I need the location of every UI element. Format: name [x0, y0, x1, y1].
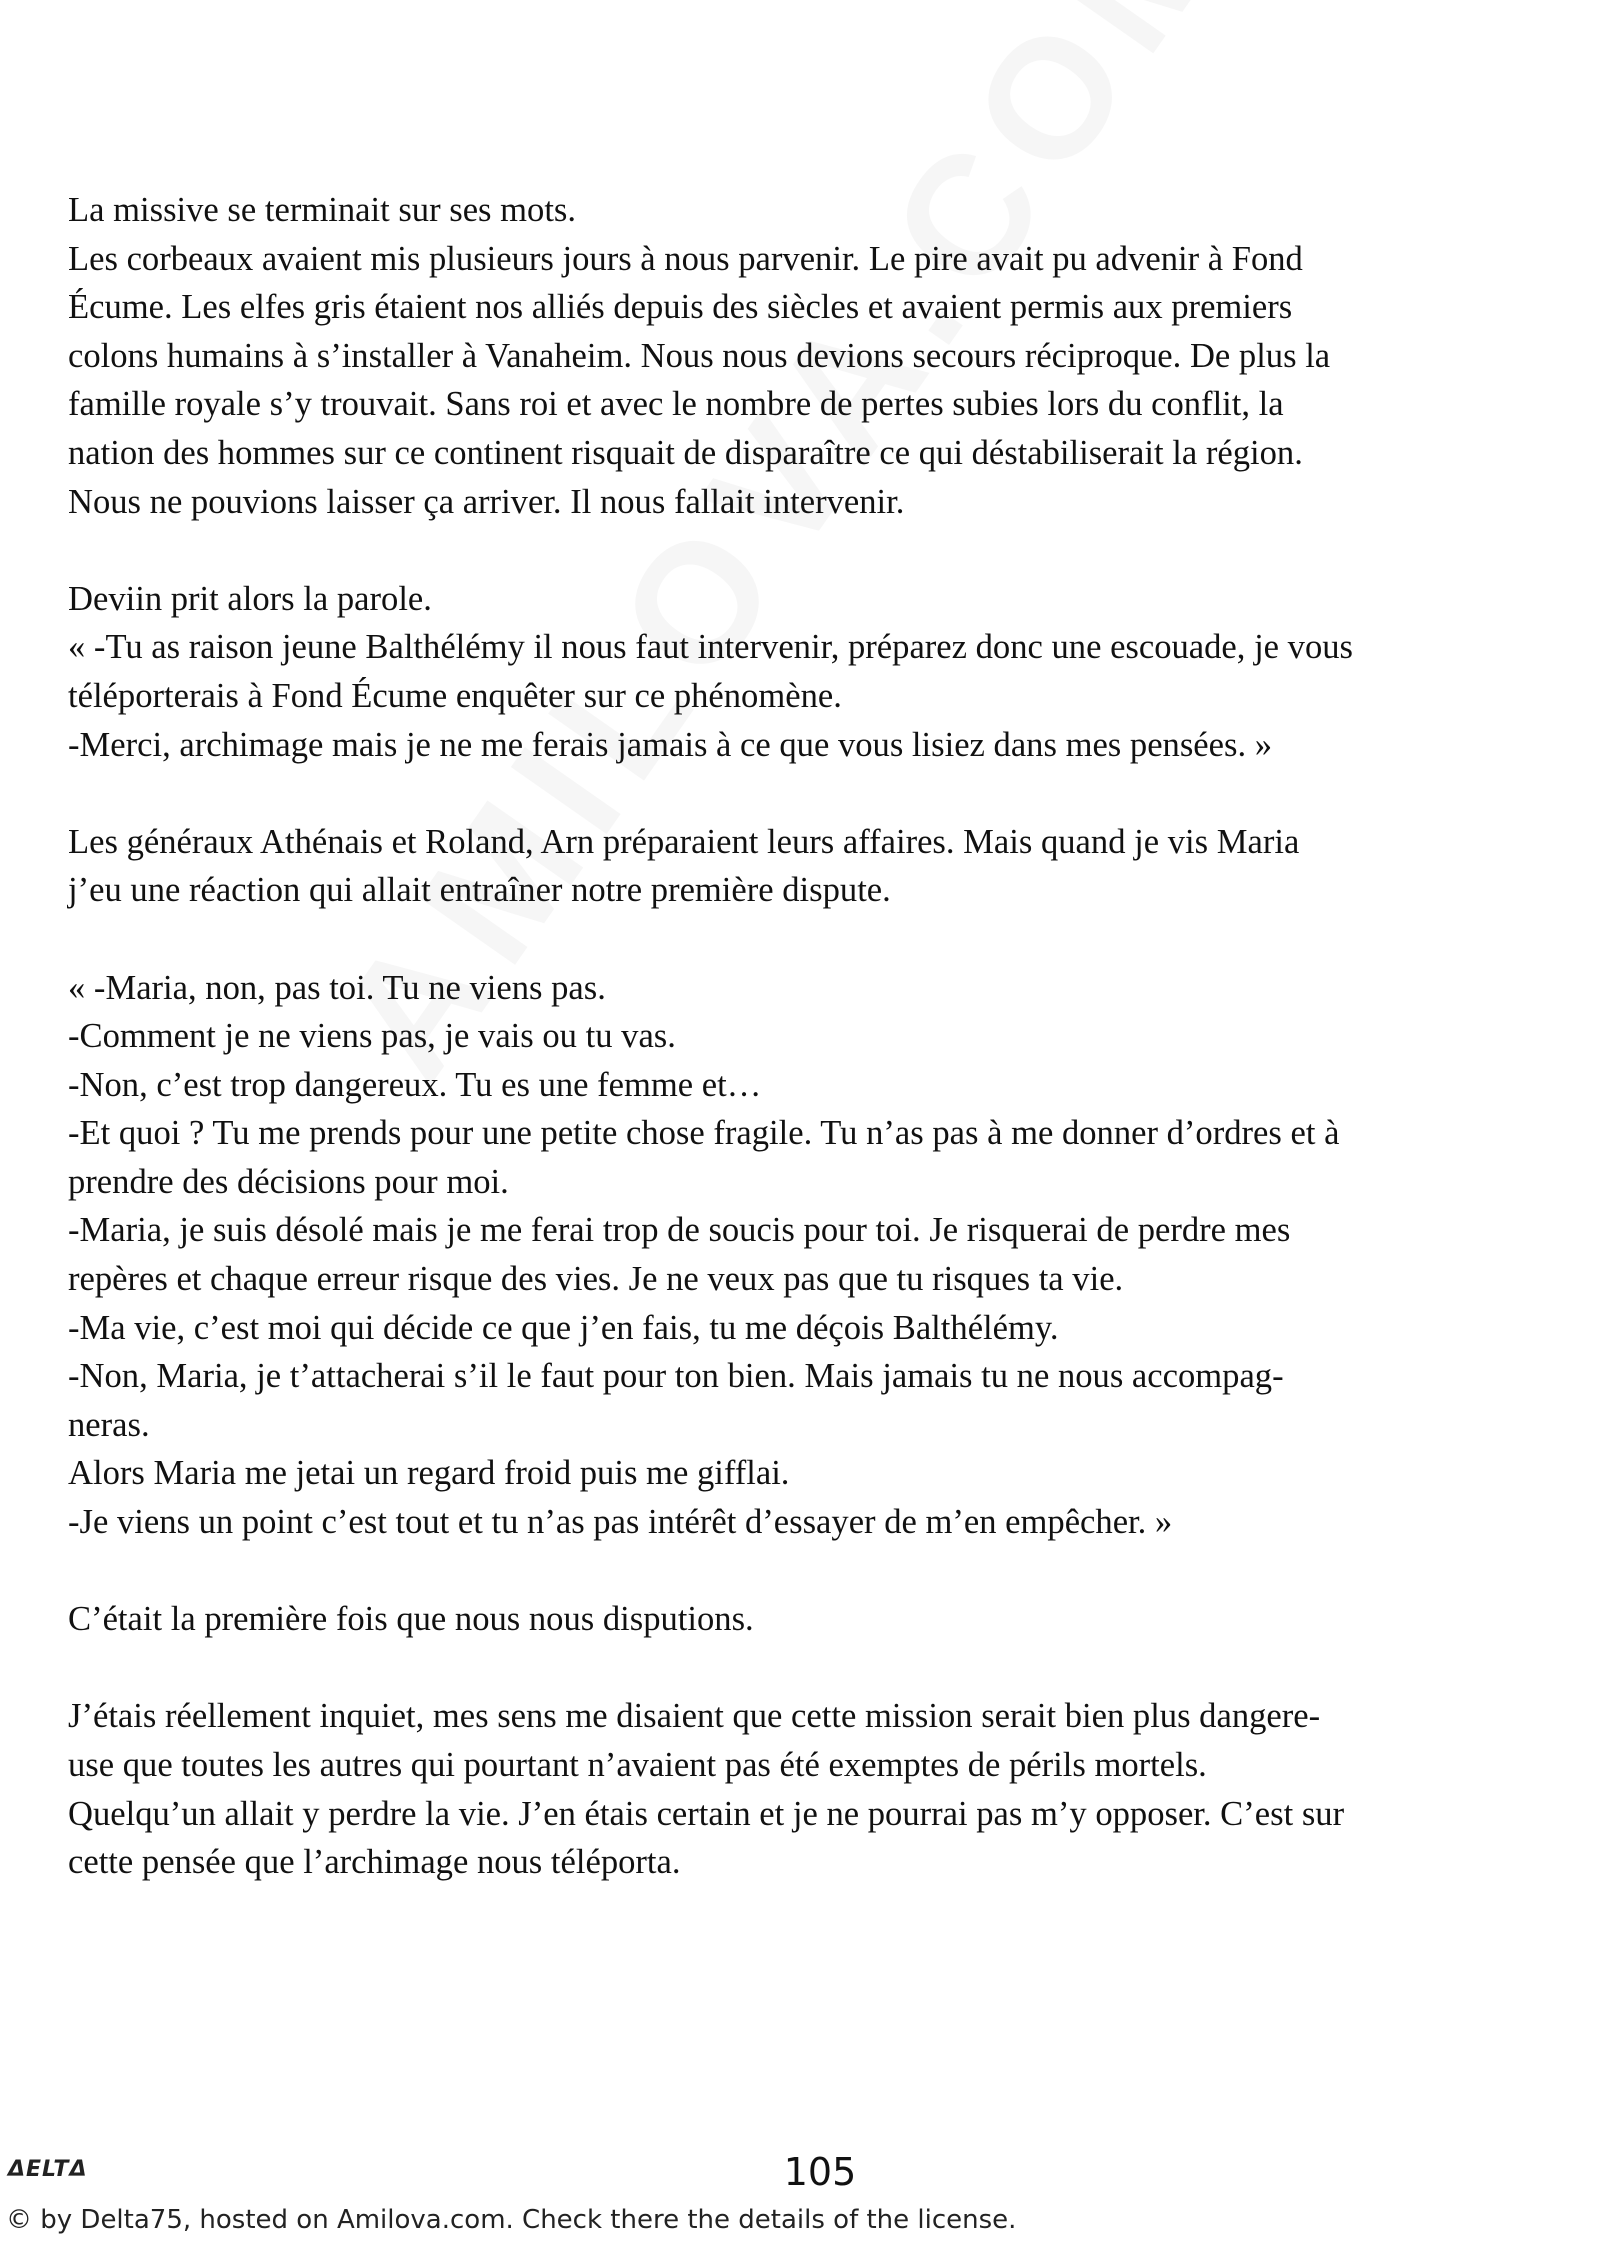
text-line: Quelqu’un allait y perdre la vie. J’en étais certain et je ne pourrai pas m’y opposer. C’est sur [68, 1794, 1345, 1833]
text-line: colons humains à s’installer à Vanaheim. Nous nous devions secours réciproque. De plus la [68, 336, 1331, 375]
text-line: -Maria, je suis désolé mais je me ferai trop de soucis pour toi. Je risquerai de perdre mes [68, 1211, 1291, 1250]
text-line: nation des hommes sur ce continent risquait de disparaître ce qui déstabiliserait la région. [68, 433, 1303, 472]
text-line: « -Maria, non, pas toi. Tu ne viens pas. [68, 968, 606, 1007]
text-line: -Comment je ne viens pas, je vais ou tu vas. [68, 1017, 676, 1056]
text-line: j’eu une réaction qui allait entraîner notre première dispute. [68, 871, 891, 910]
text-line: Deviin prit alors la parole. [68, 579, 432, 618]
paragraph [68, 575, 1588, 769]
text-line: C’était la première fois que nous nous disputions. [68, 1600, 754, 1639]
text-line: prendre des décisions pour moi. [68, 1162, 509, 1201]
text-line: Écume. Les elfes gris étaient nos alliés depuis des siècles et avaient permis aux premiers [68, 288, 1293, 327]
text-line: -Non, Maria, je t’attacherai s’il le faut pour ton bien. Mais jamais tu ne nous accompag- [68, 1357, 1284, 1396]
text-line: Les généraux Athénais et Roland, Arn préparaient leurs affaires. Mais quand je vis Maria [68, 822, 1300, 861]
license-notice: © by Delta75, hosted on Amilova.com. Check there the details of the license. [6, 2205, 1017, 2235]
text-line: -Merci, archimage mais je ne me ferais jamais à ce que vous lisiez dans mes pensées. » [68, 725, 1273, 764]
text-line: -Je viens un point c’est tout et tu n’as pas intérêt d’essayer de m’en empêcher. » [68, 1503, 1173, 1542]
page-number: 105 [783, 2150, 857, 2194]
text-line: Alors Maria me jetai un regard froid puis me gifflai. [68, 1454, 790, 1493]
text-line: téléporterais à Fond Écume enquêter sur ce phénomène. [68, 676, 842, 715]
text-line: cette pensée que l’archimage nous téléporta. [68, 1843, 681, 1882]
paragraph [68, 818, 1588, 915]
text-line: -Ma vie, c’est moi qui décide ce que j’en fais, tu me déçois Balthélémy. [68, 1308, 1059, 1347]
text-line: La missive se terminait sur ses mots. [68, 191, 577, 229]
text-line: neras. [68, 1405, 150, 1444]
text-line: Nous ne pouvions laisser ça arriver. Il nous fallait intervenir. [68, 482, 905, 521]
text-line: use que toutes les autres qui pourtant n’avaient pas été exemptes de périls mortels. [68, 1746, 1207, 1784]
text-line: famille royale s’y trouvait. Sans roi et avec le nombre de pertes subies lors du conflit, la [68, 385, 1284, 424]
text-line: repères et chaque erreur risque des vies. Je ne veux pas que tu risques ta vie. [68, 1260, 1124, 1299]
text-line: -Et quoi ? Tu me prends pour une petite chose fragile. Tu n’as pas à me donner d’ordres et à [68, 1114, 1340, 1153]
text-line: Les corbeaux avaient mis plusieurs jours à nous parvenir. Le pire avait pu advenir à Fond [68, 239, 1303, 278]
text-line: J’étais réellement inquiet, mes sens me disaient que cette mission serait bien plus dangere- [68, 1697, 1321, 1736]
paragraph [68, 186, 1588, 526]
story-text [68, 186, 1588, 1935]
paragraph [68, 1692, 1588, 1886]
text-line: -Non, c’est trop dangereux. Tu es une femme et… [68, 1065, 762, 1104]
text-line: « -Tu as raison jeune Balthélémy il nous faut intervenir, préparez donc une escouade, je vous [68, 628, 1353, 667]
author-logo: ΔELTΔ [8, 2157, 88, 2182]
paragraph [68, 964, 1588, 1547]
paragraph [68, 1595, 1588, 1644]
